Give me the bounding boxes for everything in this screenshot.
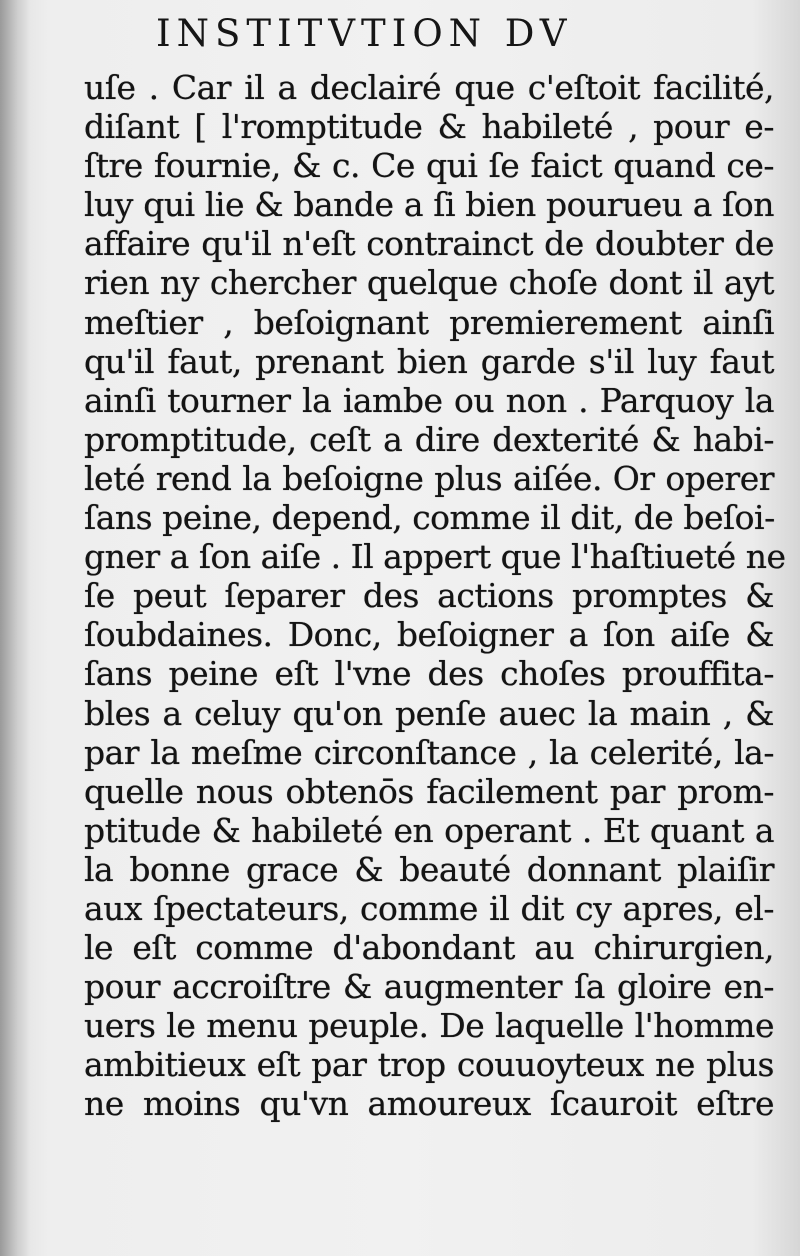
text-line: qu'il faut, prenant bien garde s'il luy faut xyxy=(84,341,774,381)
text-line: ne moins qu'vn amoureux ſcauroit eſtre xyxy=(84,1084,774,1124)
text-line: bles a celuy qu'on penſe auec la main , & xyxy=(84,693,774,733)
text-line: aux ſpectateurs, comme il dit cy apres, el- xyxy=(84,888,774,928)
text-line: ptitude & habileté en operant . Et quant a xyxy=(84,810,774,850)
text-line: ſans peine eſt l'vne des choſes prouffita- xyxy=(84,654,774,694)
text-line: ſtre fournie, & c. Ce qui ſe faict quand ce- xyxy=(84,146,774,186)
text-line: ſans peine, depend, comme il dit, de beſoi- xyxy=(84,498,775,538)
running-head: INSTITVTION DV xyxy=(156,12,573,55)
page-gutter-shadow xyxy=(0,0,30,1256)
text-line: leté rend la beſoigne plus aiſée. Or operer xyxy=(84,458,774,498)
text-line: pour accroiſtre & augmenter ſa gloire en- xyxy=(84,967,774,1007)
text-block xyxy=(84,8,786,1124)
text-line: meſtier , beſoignant premierement ainſi xyxy=(84,302,774,342)
text-line: affaire qu'il n'eſt contrainct de doubter de xyxy=(84,224,774,264)
body-text xyxy=(84,68,786,1124)
text-line: ſe peut ſeparer des actions promptes & xyxy=(84,576,774,616)
text-line: luy qui lie & bande a ſi bien pourueu a ſon xyxy=(84,185,774,225)
text-line: uſe . Car il a declairé que c'eſtoit facilité, xyxy=(84,68,774,107)
text-line: par la meſme circonſtance , la celerité, la- xyxy=(84,732,774,772)
text-line: rien ny chercher quelque choſe dont il ayt xyxy=(84,263,774,303)
text-line: quelle nous obtenōs facilement par prom- xyxy=(84,771,774,811)
text-line: promptitude, ceſt a dire dexterité & habi- xyxy=(84,419,774,459)
text-line: la bonne grace & beauté donnant plaiſir xyxy=(84,849,774,889)
text-line: gner a ſon aiſe . Il appert que l'haſtiueté ne xyxy=(84,537,786,577)
text-line: le eſt comme d'abondant au chirurgien, xyxy=(84,928,774,968)
text-line: uers le menu peuple. De laquelle l'homme xyxy=(84,1006,774,1046)
text-line: ſoubdaines. Donc, beſoigner a ſon aiſe & xyxy=(84,615,774,655)
text-line: ambitieux eſt par trop couuoyteux ne plus xyxy=(84,1045,774,1085)
text-line: ainſi tourner la iambe ou non . Parquoy la xyxy=(84,380,774,420)
text-line: diſant [ l'romptitude & habileté , pour e- xyxy=(84,107,774,147)
